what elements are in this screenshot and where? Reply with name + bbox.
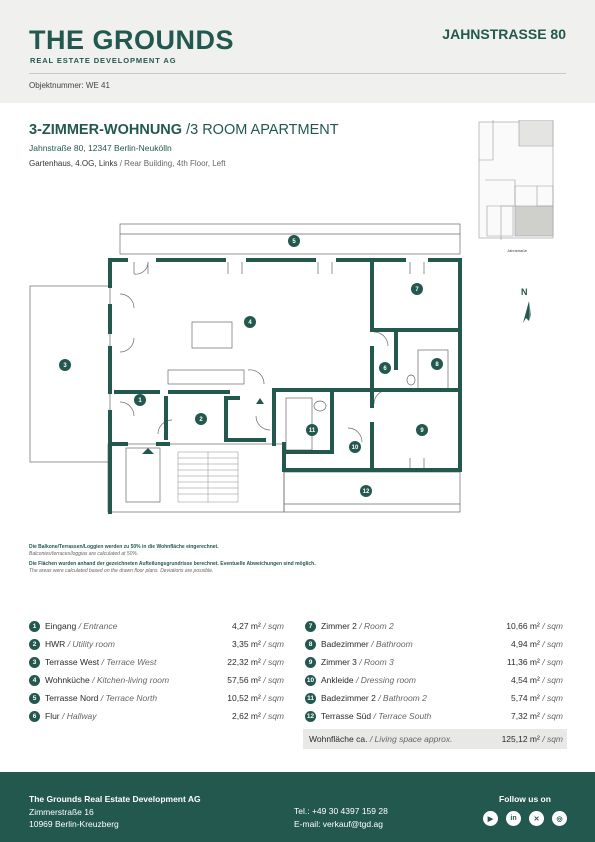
room-marker-7 [411, 283, 423, 295]
living-space-total [303, 729, 567, 749]
room-area-unit: / sqm [263, 711, 284, 721]
svg-text:10: 10 [351, 445, 359, 451]
footer-street: Zimmerstraße 16 [29, 807, 94, 817]
total-label [309, 734, 502, 744]
room-marker-2 [195, 413, 207, 425]
room-name-de: Wohnküche [45, 675, 90, 685]
room-area-value: 5,74 m² [511, 693, 540, 703]
room-area [511, 693, 563, 703]
room-number-badge: 4 [29, 675, 40, 686]
room-name-de: Badezimmer [321, 639, 369, 649]
room-name [45, 621, 232, 631]
xing-icon[interactable]: ✕ [529, 811, 544, 826]
room-marker-1 [134, 394, 146, 406]
room-name-en: / Utility room [67, 639, 115, 649]
room-marker-4 [244, 316, 256, 328]
room-number-badge: 5 [29, 693, 40, 704]
room-area [227, 657, 284, 667]
room-area-value: 11,36 m² [506, 657, 540, 667]
note-1-en: Balconies/terraces/loggias are calculated at 50%. [29, 551, 139, 557]
room-number-badge: 12 [306, 712, 315, 720]
room-area-value: 10,52 m² [227, 693, 261, 703]
room-name-de: Zimmer 3 [321, 657, 357, 667]
room-area-unit: / sqm [263, 675, 284, 685]
room-marker-12 [360, 485, 372, 497]
room-name-de: HWR [45, 639, 66, 649]
room-name [321, 639, 511, 649]
room-area-unit: / sqm [542, 675, 563, 685]
room-area-unit: / sqm [542, 693, 563, 703]
room-name-en: / Terrace North [100, 693, 158, 703]
room-number-badge: 10 [306, 676, 315, 684]
room-area-value: 4,94 m² [511, 639, 540, 649]
location-de: Gartenhaus, 4.OG, Links [29, 159, 118, 168]
header [0, 0, 595, 103]
room-name-de: Terrasse West [45, 657, 100, 667]
room-area [232, 639, 284, 649]
footer-email[interactable]: E-mail: verkauf@tgd.ag [294, 819, 383, 829]
apartment-address: Jahnstraße 80, 12347 Berlin-Neukölln [29, 143, 172, 153]
total-label-en: / Living space approx. [369, 734, 453, 744]
apartment-title [29, 122, 339, 138]
room-area [511, 675, 563, 685]
room-name-de: Zimmer 2 [321, 621, 357, 631]
room-list-right [305, 617, 563, 725]
apartment-title-en: /3 ROOM APARTMENT [186, 122, 339, 138]
svg-text:8: 8 [435, 362, 439, 368]
room-marker-8 [431, 358, 443, 370]
room-number-badge: 8 [305, 639, 316, 650]
room-name-de: Eingang [45, 621, 77, 631]
footer-city: 10969 Berlin-Kreuzberg [29, 819, 119, 829]
room-area-unit: / sqm [263, 639, 284, 649]
room-name [45, 639, 232, 649]
site-plan [477, 120, 557, 260]
room-area-unit: / sqm [542, 657, 563, 667]
room-row [29, 635, 284, 653]
room-area [232, 711, 284, 721]
room-name-en: / Room 3 [359, 657, 394, 667]
room-name-en: / Terrace West [101, 657, 157, 667]
property-street: JAHNSTRASSE 80 [442, 26, 566, 42]
svg-text:12: 12 [362, 489, 370, 495]
room-number-badge: 7 [305, 621, 316, 632]
note-2-en: The areas were calculated based on the drawn floor plans. Deviations are possible. [29, 568, 214, 574]
room-area [511, 639, 563, 649]
room-number-badge: 1 [29, 621, 40, 632]
room-area-value: 10,66 m² [506, 621, 540, 631]
room-area-value: 7,32 m² [511, 711, 540, 721]
total-area-value: 125,12 m² [501, 734, 540, 744]
north-arrow [515, 285, 539, 329]
linkedin-icon[interactable]: in [506, 811, 521, 826]
room-area [232, 621, 284, 631]
svg-text:5: 5 [292, 239, 296, 245]
room-row [305, 671, 563, 689]
social-links [483, 811, 567, 826]
room-area-unit: / sqm [542, 639, 563, 649]
room-row [29, 689, 284, 707]
svg-text:11: 11 [308, 428, 316, 434]
site-street-label: Jahnstraße [507, 248, 528, 253]
room-name-en: / Bathroom 2 [378, 693, 427, 703]
room-name [321, 693, 511, 703]
room-name-en: / Dressing room [355, 675, 416, 685]
total-area-unit: / sqm [542, 734, 563, 744]
apartment-title-de: 3-ZIMMER-WOHNUNG [29, 122, 183, 138]
room-area [507, 657, 563, 667]
note-2-de: Die Flächen wurden anhand der gezeichneten Aufteilungsgrundrisse berechnet. Eventuelle Abweichungen sind möglich. [29, 561, 316, 567]
room-area-value: 4,54 m² [511, 675, 540, 685]
logo-title: THE GROUNDS [29, 25, 235, 55]
room-name-en: / Terrace South [373, 711, 432, 721]
room-name [45, 675, 227, 685]
room-number-badge: 3 [29, 657, 40, 668]
room-name-de: Terrasse Süd [321, 711, 372, 721]
room-name [321, 621, 506, 631]
footer [0, 772, 595, 842]
room-name-en: / Kitchen-living room [92, 675, 170, 685]
svg-text:2: 2 [199, 417, 203, 423]
room-number-badge: 6 [29, 711, 40, 722]
room-row [305, 689, 563, 707]
room-area [227, 693, 284, 703]
room-area-value: 4,27 m² [232, 621, 261, 631]
apartment-location [29, 159, 226, 168]
room-marker-6 [379, 362, 391, 374]
room-name-de: Badezimmer 2 [321, 693, 376, 703]
room-area-value: 2,62 m² [232, 711, 261, 721]
room-area [227, 675, 284, 685]
location-en: / Rear Building, 4th Floor, Left [119, 159, 226, 168]
footer-phone[interactable]: Tel.: +49 30 4397 159 28 [294, 806, 388, 816]
north-label: N [521, 287, 528, 297]
room-area [506, 621, 563, 631]
room-name-de: Terrasse Nord [45, 693, 99, 703]
room-number-badge: 11 [305, 693, 316, 704]
room-area-unit: / sqm [542, 711, 563, 721]
room-row [29, 671, 284, 689]
header-divider [29, 73, 566, 74]
room-area-value: 3,35 m² [232, 639, 261, 649]
room-number-badge: 2 [29, 639, 40, 650]
room-row [305, 653, 563, 671]
entrance-arrow-icon [142, 448, 154, 454]
room-row [29, 707, 284, 725]
instagram-icon[interactable]: ◎ [552, 811, 567, 826]
room-marker-3 [59, 359, 71, 371]
area-notes [29, 544, 316, 575]
svg-text:6: 6 [383, 366, 387, 372]
room-marker-5 [288, 235, 300, 247]
room-area-value: 57,56 m² [227, 675, 261, 685]
room-marker-9 [416, 424, 428, 436]
room-area [511, 711, 563, 721]
room-name-en: / Room 2 [359, 621, 394, 631]
total-area [502, 734, 563, 744]
room-area-unit: / sqm [263, 657, 284, 667]
room-name-en: / Hallway [62, 711, 97, 721]
north-arrow-icon [523, 301, 529, 323]
room-marker-11 [306, 424, 318, 436]
room-row [29, 617, 284, 635]
room-area-value: 22,32 m² [227, 657, 261, 667]
footer-follow-label: Follow us on [499, 794, 551, 804]
room-name [321, 657, 507, 667]
total-label-de: Wohnfläche ca. [309, 734, 368, 744]
room-area-unit: / sqm [263, 693, 284, 703]
svg-text:7: 7 [415, 287, 419, 293]
youtube-icon[interactable]: ▶ [483, 811, 498, 826]
room-area-unit: / sqm [542, 621, 563, 631]
room-name [321, 711, 511, 721]
room-row [29, 653, 284, 671]
footer-company: The Grounds Real Estate Development AG [29, 794, 201, 804]
svg-text:3: 3 [63, 363, 67, 369]
room-name-en: / Entrance [78, 621, 118, 631]
room-name [45, 711, 232, 721]
svg-text:1: 1 [138, 398, 142, 404]
room-row [305, 635, 563, 653]
room-name [321, 675, 511, 685]
svg-text:4: 4 [248, 320, 252, 326]
note-1-de: Die Balkone/Terrassen/Loggien werden zu 50% in die Wohnfläche eingerechnet. [29, 544, 219, 550]
hall-arrow-icon [256, 398, 264, 404]
room-name [45, 657, 227, 667]
room-marker-10 [349, 441, 361, 453]
room-list-left [29, 617, 284, 725]
object-number: Objektnummer: WE 41 [29, 81, 110, 90]
room-name-en: / Bathroom [371, 639, 413, 649]
room-row [305, 617, 563, 635]
svg-text:9: 9 [420, 428, 424, 434]
room-number-badge: 9 [305, 657, 316, 668]
room-name-de: Flur [45, 711, 60, 721]
floor-plan [28, 222, 468, 522]
logo-subtitle: REAL ESTATE DEVELOPMENT AG [30, 56, 177, 65]
room-name-de: Ankleide [321, 675, 354, 685]
room-area-unit: / sqm [263, 621, 284, 631]
room-name [45, 693, 227, 703]
room-row [305, 707, 563, 725]
